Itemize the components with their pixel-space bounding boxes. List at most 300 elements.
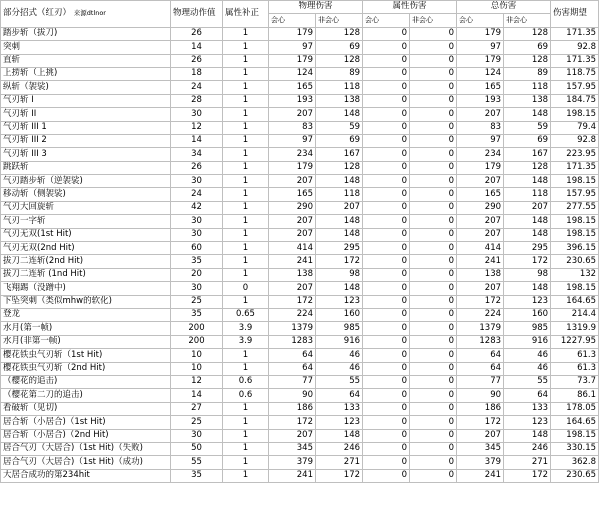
skill-name-cell[interactable]: 樱花铁虫气刃斩（2nd Hit) [1,362,171,375]
element-mod-cell[interactable]: 1 [223,349,269,362]
total-crit-cell[interactable]: 97 [457,41,504,54]
elemental-noncrit-cell[interactable]: 0 [410,27,457,40]
element-mod-cell[interactable]: 1 [223,442,269,455]
elemental-noncrit-cell[interactable]: 0 [410,335,457,348]
element-mod-cell[interactable]: 1 [223,188,269,201]
elemental-noncrit-cell[interactable]: 0 [410,148,457,161]
motion-value-cell[interactable]: 18 [171,67,223,80]
total-noncrit-cell[interactable]: 167 [504,148,551,161]
skill-name-cell[interactable]: 下坠突刺（类似mhw的软化) [1,295,171,308]
physical-noncrit-cell[interactable]: 148 [316,228,363,241]
elemental-crit-cell[interactable]: 0 [363,362,410,375]
motion-value-cell[interactable]: 26 [171,54,223,67]
elemental-crit-cell[interactable]: 0 [363,308,410,321]
elemental-crit-cell[interactable]: 0 [363,375,410,388]
skill-name-cell[interactable]: 樱花铁虫气刃斩（1st Hit) [1,349,171,362]
total-noncrit-cell[interactable]: 128 [504,161,551,174]
motion-value-cell[interactable]: 26 [171,27,223,40]
total-crit-cell[interactable]: 172 [457,295,504,308]
element-mod-cell[interactable]: 3.9 [223,335,269,348]
physical-crit-cell[interactable]: 224 [269,308,316,321]
physical-crit-cell[interactable]: 207 [269,215,316,228]
skill-name-cell[interactable]: 直斩 [1,54,171,67]
total-noncrit-cell[interactable]: 118 [504,188,551,201]
element-mod-cell[interactable]: 1 [223,402,269,415]
elemental-noncrit-cell[interactable]: 0 [410,389,457,402]
skill-name-cell[interactable]: 踏步斩（拔刀) [1,27,171,40]
physical-crit-cell[interactable]: 414 [269,242,316,255]
total-noncrit-cell[interactable]: 89 [504,67,551,80]
motion-value-cell[interactable]: 30 [171,429,223,442]
elemental-crit-cell[interactable]: 0 [363,349,410,362]
physical-crit-cell[interactable]: 379 [269,456,316,469]
skill-name-cell[interactable]: 水月(第一帧) [1,322,171,335]
header-physical-crit[interactable]: 会心 [269,14,316,27]
expected-cell[interactable]: 132 [551,268,599,281]
total-crit-cell[interactable]: 414 [457,242,504,255]
elemental-crit-cell[interactable]: 0 [363,161,410,174]
elemental-noncrit-cell[interactable]: 0 [410,94,457,107]
total-crit-cell[interactable]: 193 [457,94,504,107]
total-crit-cell[interactable]: 77 [457,375,504,388]
total-noncrit-cell[interactable]: 246 [504,442,551,455]
elemental-crit-cell[interactable]: 0 [363,228,410,241]
motion-value-cell[interactable]: 12 [171,375,223,388]
elemental-crit-cell[interactable]: 0 [363,255,410,268]
total-noncrit-cell[interactable]: 148 [504,282,551,295]
total-noncrit-cell[interactable]: 148 [504,228,551,241]
total-noncrit-cell[interactable]: 55 [504,375,551,388]
physical-noncrit-cell[interactable]: 69 [316,134,363,147]
expected-cell[interactable]: 1227.95 [551,335,599,348]
expected-cell[interactable]: 164.65 [551,416,599,429]
total-crit-cell[interactable]: 90 [457,389,504,402]
physical-crit-cell[interactable]: 234 [269,148,316,161]
motion-value-cell[interactable]: 28 [171,94,223,107]
total-noncrit-cell[interactable]: 133 [504,402,551,415]
elemental-noncrit-cell[interactable]: 0 [410,242,457,255]
total-noncrit-cell[interactable]: 64 [504,389,551,402]
physical-crit-cell[interactable]: 241 [269,469,316,482]
physical-noncrit-cell[interactable]: 271 [316,456,363,469]
elemental-noncrit-cell[interactable]: 0 [410,228,457,241]
element-mod-cell[interactable]: 1 [223,108,269,121]
total-noncrit-cell[interactable]: 148 [504,175,551,188]
elemental-noncrit-cell[interactable]: 0 [410,308,457,321]
elemental-crit-cell[interactable]: 0 [363,402,410,415]
motion-value-cell[interactable]: 35 [171,308,223,321]
total-noncrit-cell[interactable]: 123 [504,295,551,308]
header-total-crit[interactable]: 会心 [457,14,504,27]
elemental-noncrit-cell[interactable]: 0 [410,54,457,67]
element-mod-cell[interactable]: 1 [223,456,269,469]
total-noncrit-cell[interactable]: 59 [504,121,551,134]
physical-noncrit-cell[interactable]: 985 [316,322,363,335]
skill-name-cell[interactable]: （樱花的追击) [1,375,171,388]
total-noncrit-cell[interactable]: 69 [504,134,551,147]
elemental-noncrit-cell[interactable]: 0 [410,134,457,147]
skill-name-cell[interactable]: 水月(非第一帧) [1,335,171,348]
elemental-crit-cell[interactable]: 0 [363,295,410,308]
physical-noncrit-cell[interactable]: 64 [316,389,363,402]
elemental-crit-cell[interactable]: 0 [363,121,410,134]
elemental-noncrit-cell[interactable]: 0 [410,322,457,335]
physical-noncrit-cell[interactable]: 167 [316,148,363,161]
elemental-crit-cell[interactable]: 0 [363,41,410,54]
elemental-crit-cell[interactable]: 0 [363,67,410,80]
total-crit-cell[interactable]: 1283 [457,335,504,348]
expected-cell[interactable]: 214.4 [551,308,599,321]
expected-cell[interactable]: 230.65 [551,255,599,268]
elemental-noncrit-cell[interactable]: 0 [410,121,457,134]
total-crit-cell[interactable]: 165 [457,188,504,201]
elemental-noncrit-cell[interactable]: 0 [410,255,457,268]
skill-name-cell[interactable]: 气刃无双(2nd Hit) [1,242,171,255]
total-crit-cell[interactable]: 172 [457,416,504,429]
total-crit-cell[interactable]: 207 [457,175,504,188]
physical-noncrit-cell[interactable]: 172 [316,469,363,482]
elemental-noncrit-cell[interactable]: 0 [410,375,457,388]
element-mod-cell[interactable]: 0.6 [223,375,269,388]
total-crit-cell[interactable]: 224 [457,308,504,321]
elemental-crit-cell[interactable]: 0 [363,148,410,161]
skill-name-cell[interactable]: （樱花第二刀的追击) [1,389,171,402]
motion-value-cell[interactable]: 26 [171,161,223,174]
total-crit-cell[interactable]: 241 [457,469,504,482]
element-mod-cell[interactable]: 1 [223,469,269,482]
total-crit-cell[interactable]: 124 [457,67,504,80]
motion-value-cell[interactable]: 35 [171,469,223,482]
physical-noncrit-cell[interactable]: 138 [316,94,363,107]
skill-name-cell[interactable]: 气刃斩 III 1 [1,121,171,134]
physical-crit-cell[interactable]: 186 [269,402,316,415]
element-mod-cell[interactable]: 1 [223,54,269,67]
total-noncrit-cell[interactable]: 172 [504,255,551,268]
total-crit-cell[interactable]: 179 [457,161,504,174]
expected-cell[interactable]: 277.55 [551,201,599,214]
physical-crit-cell[interactable]: 97 [269,134,316,147]
motion-value-cell[interactable]: 24 [171,81,223,94]
motion-value-cell[interactable]: 10 [171,349,223,362]
element-mod-cell[interactable]: 1 [223,295,269,308]
physical-crit-cell[interactable]: 207 [269,228,316,241]
header-elemental[interactable]: 属性伤害 [363,1,457,14]
physical-crit-cell[interactable]: 90 [269,389,316,402]
element-mod-cell[interactable]: 1 [223,228,269,241]
expected-cell[interactable]: 61.3 [551,349,599,362]
elemental-crit-cell[interactable]: 0 [363,134,410,147]
physical-noncrit-cell[interactable]: 118 [316,188,363,201]
expected-cell[interactable]: 198.15 [551,108,599,121]
motion-value-cell[interactable]: 42 [171,201,223,214]
elemental-crit-cell[interactable]: 0 [363,335,410,348]
total-crit-cell[interactable]: 207 [457,108,504,121]
element-mod-cell[interactable]: 1 [223,134,269,147]
expected-cell[interactable]: 92.8 [551,41,599,54]
header-expected[interactable]: 伤害期望 [551,1,599,28]
physical-noncrit-cell[interactable]: 295 [316,242,363,255]
motion-value-cell[interactable]: 200 [171,322,223,335]
skill-name-cell[interactable]: 飞翔踢（没蹭中) [1,282,171,295]
element-mod-cell[interactable]: 1 [223,416,269,429]
elemental-noncrit-cell[interactable]: 0 [410,295,457,308]
skill-name-cell[interactable]: 跳跃斩 [1,161,171,174]
skill-name-cell[interactable]: 居合斩（小居合)（1st Hit) [1,416,171,429]
elemental-crit-cell[interactable]: 0 [363,94,410,107]
element-mod-cell[interactable]: 1 [223,161,269,174]
physical-noncrit-cell[interactable]: 148 [316,429,363,442]
physical-noncrit-cell[interactable]: 69 [316,41,363,54]
expected-cell[interactable]: 362.8 [551,456,599,469]
total-crit-cell[interactable]: 290 [457,201,504,214]
physical-crit-cell[interactable]: 124 [269,67,316,80]
total-noncrit-cell[interactable]: 916 [504,335,551,348]
elemental-noncrit-cell[interactable]: 0 [410,81,457,94]
skill-name-cell[interactable]: 居合气刃（大居合)（1st Hit)（成功) [1,456,171,469]
physical-crit-cell[interactable]: 207 [269,175,316,188]
total-crit-cell[interactable]: 186 [457,402,504,415]
physical-noncrit-cell[interactable]: 128 [316,161,363,174]
total-noncrit-cell[interactable]: 118 [504,81,551,94]
skill-name-cell[interactable]: 纵斩（袈裟) [1,81,171,94]
skill-name-cell[interactable]: 上捞斩（上挑) [1,67,171,80]
total-noncrit-cell[interactable]: 46 [504,349,551,362]
physical-crit-cell[interactable]: 172 [269,295,316,308]
elemental-noncrit-cell[interactable]: 0 [410,282,457,295]
motion-value-cell[interactable]: 25 [171,295,223,308]
header-physical[interactable]: 物理伤害 [269,1,363,14]
skill-name-cell[interactable]: 气刃斩 II [1,108,171,121]
expected-cell[interactable]: 157.95 [551,81,599,94]
physical-crit-cell[interactable]: 193 [269,94,316,107]
motion-value-cell[interactable]: 55 [171,456,223,469]
expected-cell[interactable]: 73.7 [551,375,599,388]
skill-name-cell[interactable]: 突刺 [1,41,171,54]
element-mod-cell[interactable]: 0.6 [223,389,269,402]
elemental-noncrit-cell[interactable]: 0 [410,67,457,80]
total-noncrit-cell[interactable]: 148 [504,429,551,442]
total-crit-cell[interactable]: 234 [457,148,504,161]
total-crit-cell[interactable]: 379 [457,456,504,469]
expected-cell[interactable]: 230.65 [551,469,599,482]
total-crit-cell[interactable]: 179 [457,27,504,40]
physical-crit-cell[interactable]: 97 [269,41,316,54]
elemental-crit-cell[interactable]: 0 [363,322,410,335]
elemental-noncrit-cell[interactable]: 0 [410,362,457,375]
physical-noncrit-cell[interactable]: 128 [316,54,363,67]
element-mod-cell[interactable]: 1 [223,41,269,54]
total-noncrit-cell[interactable]: 98 [504,268,551,281]
element-mod-cell[interactable]: 0.65 [223,308,269,321]
total-crit-cell[interactable]: 207 [457,429,504,442]
expected-cell[interactable]: 157.95 [551,188,599,201]
expected-cell[interactable]: 92.8 [551,134,599,147]
motion-value-cell[interactable]: 25 [171,416,223,429]
total-crit-cell[interactable]: 97 [457,134,504,147]
elemental-noncrit-cell[interactable]: 0 [410,402,457,415]
expected-cell[interactable]: 178.05 [551,402,599,415]
motion-value-cell[interactable]: 14 [171,389,223,402]
elemental-crit-cell[interactable]: 0 [363,108,410,121]
total-noncrit-cell[interactable]: 69 [504,41,551,54]
elemental-crit-cell[interactable]: 0 [363,268,410,281]
expected-cell[interactable]: 171.35 [551,27,599,40]
motion-value-cell[interactable]: 27 [171,402,223,415]
elemental-crit-cell[interactable]: 0 [363,416,410,429]
total-noncrit-cell[interactable]: 128 [504,54,551,67]
elemental-noncrit-cell[interactable]: 0 [410,349,457,362]
element-mod-cell[interactable]: 1 [223,121,269,134]
physical-noncrit-cell[interactable]: 148 [316,175,363,188]
elemental-noncrit-cell[interactable]: 0 [410,161,457,174]
expected-cell[interactable]: 86.1 [551,389,599,402]
elemental-crit-cell[interactable]: 0 [363,81,410,94]
elemental-noncrit-cell[interactable]: 0 [410,215,457,228]
elemental-noncrit-cell[interactable]: 0 [410,429,457,442]
expected-cell[interactable]: 61.3 [551,362,599,375]
element-mod-cell[interactable]: 1 [223,255,269,268]
skill-name-cell[interactable]: 居合斩（小居合)（2nd Hit) [1,429,171,442]
total-crit-cell[interactable]: 64 [457,362,504,375]
physical-noncrit-cell[interactable]: 118 [316,81,363,94]
motion-value-cell[interactable]: 24 [171,188,223,201]
skill-name-cell[interactable]: 移动斩（侧袈裟) [1,188,171,201]
elemental-crit-cell[interactable]: 0 [363,54,410,67]
physical-crit-cell[interactable]: 64 [269,362,316,375]
physical-crit-cell[interactable]: 83 [269,121,316,134]
skill-name-cell[interactable]: 气刃斩 III 2 [1,134,171,147]
elemental-crit-cell[interactable]: 0 [363,456,410,469]
physical-noncrit-cell[interactable]: 98 [316,268,363,281]
physical-crit-cell[interactable]: 64 [269,349,316,362]
motion-value-cell[interactable]: 20 [171,268,223,281]
motion-value-cell[interactable]: 60 [171,242,223,255]
expected-cell[interactable]: 198.15 [551,175,599,188]
physical-crit-cell[interactable]: 207 [269,108,316,121]
physical-crit-cell[interactable]: 241 [269,255,316,268]
elemental-noncrit-cell[interactable]: 0 [410,456,457,469]
header-elemental-crit[interactable]: 会心 [363,14,410,27]
physical-crit-cell[interactable]: 290 [269,201,316,214]
physical-noncrit-cell[interactable]: 55 [316,375,363,388]
total-noncrit-cell[interactable]: 160 [504,308,551,321]
physical-noncrit-cell[interactable]: 123 [316,295,363,308]
total-crit-cell[interactable]: 207 [457,215,504,228]
skill-name-cell[interactable]: 气刃斩 III 3 [1,148,171,161]
expected-cell[interactable]: 198.15 [551,228,599,241]
physical-noncrit-cell[interactable]: 148 [316,108,363,121]
total-noncrit-cell[interactable]: 295 [504,242,551,255]
physical-crit-cell[interactable]: 207 [269,282,316,295]
elemental-crit-cell[interactable]: 0 [363,215,410,228]
physical-crit-cell[interactable]: 1283 [269,335,316,348]
expected-cell[interactable]: 198.15 [551,429,599,442]
expected-cell[interactable]: 171.35 [551,161,599,174]
element-mod-cell[interactable]: 0 [223,282,269,295]
physical-crit-cell[interactable]: 345 [269,442,316,455]
total-crit-cell[interactable]: 345 [457,442,504,455]
element-mod-cell[interactable]: 1 [223,215,269,228]
element-mod-cell[interactable]: 1 [223,67,269,80]
motion-value-cell[interactable]: 30 [171,282,223,295]
motion-value-cell[interactable]: 14 [171,41,223,54]
header-skill[interactable]: 部分招式（红刃） 来源dtlnor [1,1,171,28]
elemental-crit-cell[interactable]: 0 [363,429,410,442]
motion-value-cell[interactable]: 50 [171,442,223,455]
element-mod-cell[interactable]: 1 [223,242,269,255]
total-noncrit-cell[interactable]: 46 [504,362,551,375]
total-noncrit-cell[interactable]: 148 [504,215,551,228]
expected-cell[interactable]: 396.15 [551,242,599,255]
skill-name-cell[interactable]: 气刃大回旋斩 [1,201,171,214]
skill-name-cell[interactable]: 气刃一字斩 [1,215,171,228]
physical-noncrit-cell[interactable]: 160 [316,308,363,321]
skill-name-cell[interactable]: 大居合成功的第234hit [1,469,171,482]
motion-value-cell[interactable]: 30 [171,108,223,121]
elemental-crit-cell[interactable]: 0 [363,201,410,214]
skill-name-cell[interactable]: 气刃斩 I [1,94,171,107]
physical-noncrit-cell[interactable]: 148 [316,215,363,228]
header-elemental-noncrit[interactable]: 非会心 [410,14,457,27]
physical-noncrit-cell[interactable]: 59 [316,121,363,134]
total-crit-cell[interactable]: 241 [457,255,504,268]
expected-cell[interactable]: 223.95 [551,148,599,161]
total-noncrit-cell[interactable]: 148 [504,108,551,121]
header-physical-noncrit[interactable]: 非会心 [316,14,363,27]
elemental-noncrit-cell[interactable]: 0 [410,108,457,121]
total-crit-cell[interactable]: 138 [457,268,504,281]
motion-value-cell[interactable]: 10 [171,362,223,375]
physical-crit-cell[interactable]: 1379 [269,322,316,335]
physical-noncrit-cell[interactable]: 246 [316,442,363,455]
elemental-crit-cell[interactable]: 0 [363,389,410,402]
expected-cell[interactable]: 1319.9 [551,322,599,335]
physical-crit-cell[interactable]: 165 [269,81,316,94]
skill-name-cell[interactable]: 拔刀二连斩 (1nd Hit) [1,268,171,281]
element-mod-cell[interactable]: 1 [223,201,269,214]
skill-name-cell[interactable]: 拔刀二连斩(2nd Hit) [1,255,171,268]
total-noncrit-cell[interactable]: 985 [504,322,551,335]
total-noncrit-cell[interactable]: 123 [504,416,551,429]
motion-value-cell[interactable]: 30 [171,215,223,228]
element-mod-cell[interactable]: 1 [223,268,269,281]
total-crit-cell[interactable]: 207 [457,228,504,241]
physical-noncrit-cell[interactable]: 123 [316,416,363,429]
elemental-noncrit-cell[interactable]: 0 [410,201,457,214]
element-mod-cell[interactable]: 1 [223,175,269,188]
elemental-crit-cell[interactable]: 0 [363,242,410,255]
physical-crit-cell[interactable]: 179 [269,161,316,174]
physical-noncrit-cell[interactable]: 916 [316,335,363,348]
elemental-noncrit-cell[interactable]: 0 [410,442,457,455]
physical-crit-cell[interactable]: 207 [269,429,316,442]
elemental-noncrit-cell[interactable]: 0 [410,469,457,482]
expected-cell[interactable]: 330.15 [551,442,599,455]
expected-cell[interactable]: 118.75 [551,67,599,80]
elemental-crit-cell[interactable]: 0 [363,188,410,201]
physical-noncrit-cell[interactable]: 172 [316,255,363,268]
element-mod-cell[interactable]: 1 [223,94,269,107]
skill-name-cell[interactable]: 气刃无双(1st Hit) [1,228,171,241]
element-mod-cell[interactable]: 1 [223,27,269,40]
motion-value-cell[interactable]: 35 [171,255,223,268]
total-crit-cell[interactable]: 64 [457,349,504,362]
physical-crit-cell[interactable]: 165 [269,188,316,201]
elemental-crit-cell[interactable]: 0 [363,469,410,482]
header-total-noncrit[interactable]: 非会心 [504,14,551,27]
header-motion-value[interactable]: 物理动作值 [171,1,223,28]
motion-value-cell[interactable]: 200 [171,335,223,348]
